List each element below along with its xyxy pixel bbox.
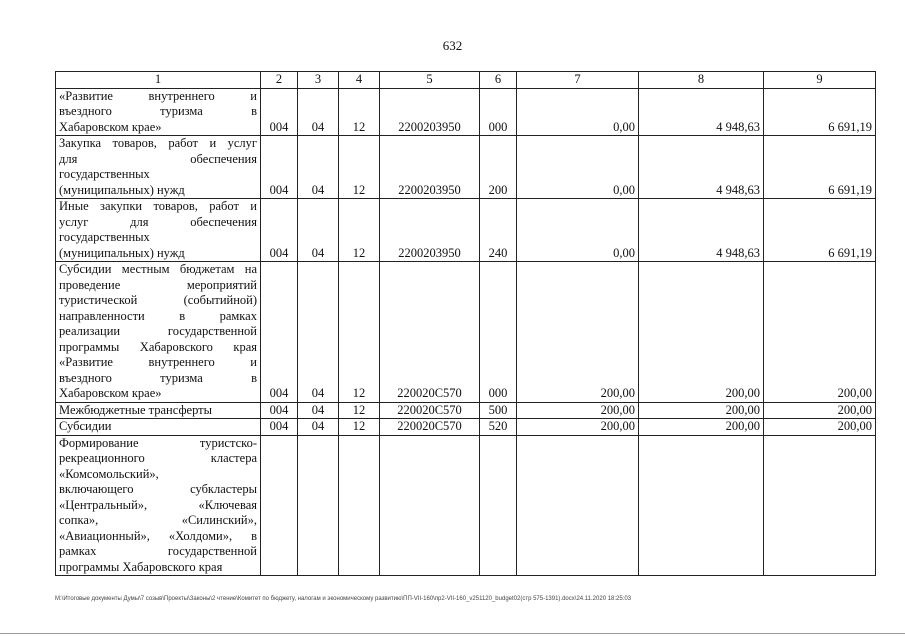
target-article-code: 220020С570 bbox=[380, 419, 480, 436]
amount-cell: 4 948,63 bbox=[639, 88, 764, 136]
column-header: 5 bbox=[380, 72, 480, 89]
description-line: «Развитие внутреннего и bbox=[59, 88, 257, 103]
row-description bbox=[56, 435, 261, 576]
ministry-code: 004 bbox=[261, 419, 298, 436]
table-row bbox=[56, 199, 876, 262]
document-path-footer: М:\Итоговые документы Думы\7 созыв\Проекты\Законы\2 чтение\Комитет по бюджету, налогам и экономическому развитию\ПП-VII-160\пр2-VII-160_v251120_budget02(стр 575-1391).docx\24.11.2020 18:25:03 bbox=[55, 596, 632, 602]
row-description bbox=[56, 88, 261, 136]
amount-cell: 0,00 bbox=[517, 136, 639, 199]
ministry-code: 004 bbox=[261, 199, 298, 262]
amount-cell bbox=[764, 435, 876, 576]
row-description bbox=[56, 199, 261, 262]
expense-type-code: 500 bbox=[480, 402, 517, 419]
section-code: 04 bbox=[298, 88, 339, 136]
description-line: «Центральный», «Ключевая bbox=[59, 497, 257, 512]
subsection-code: 12 bbox=[339, 262, 380, 403]
budget-table bbox=[55, 71, 876, 576]
amount-cell: 200,00 bbox=[639, 262, 764, 403]
expense-type-code: 000 bbox=[480, 88, 517, 136]
description-line: программы Хабаровского края bbox=[59, 339, 257, 354]
ministry-code: 004 bbox=[261, 402, 298, 419]
amount-cell bbox=[517, 435, 639, 576]
ministry-code: 004 bbox=[261, 262, 298, 403]
target-article-code: 220020С570 bbox=[380, 402, 480, 419]
section-code: 04 bbox=[298, 402, 339, 419]
description-line: туристической (событийной) bbox=[59, 293, 257, 307]
description-line: Иные закупки товаров, работ и bbox=[59, 199, 257, 213]
description-line: въездного туризма в bbox=[59, 370, 257, 385]
table-row bbox=[56, 435, 876, 576]
column-header: 9 bbox=[764, 72, 876, 89]
column-header: 2 bbox=[261, 72, 298, 89]
description-line: Субсидии местным бюджетам на bbox=[59, 262, 257, 276]
column-header: 3 bbox=[298, 72, 339, 89]
description-line: направленности в рамках bbox=[59, 308, 257, 323]
amount-cell: 200,00 bbox=[764, 419, 876, 436]
row-description bbox=[56, 419, 261, 436]
description-line: услуг для обеспечения bbox=[59, 214, 257, 229]
target-article-code: 220020С570 bbox=[380, 262, 480, 403]
table-row bbox=[56, 88, 876, 136]
table-row bbox=[56, 262, 876, 403]
table-row bbox=[56, 136, 876, 199]
description-line: государственных bbox=[59, 167, 150, 181]
table-row bbox=[56, 402, 876, 419]
expense-type-code: 000 bbox=[480, 262, 517, 403]
description-line: Хабаровском крае» bbox=[59, 119, 162, 134]
section-code: 04 bbox=[298, 262, 339, 403]
amount-cell: 200,00 bbox=[639, 402, 764, 419]
amount-cell: 6 691,19 bbox=[764, 136, 876, 199]
row-description bbox=[56, 402, 261, 419]
ministry-code bbox=[261, 435, 298, 576]
description-line: проведение мероприятий bbox=[59, 277, 257, 292]
page-edge-divider bbox=[0, 633, 905, 634]
subsection-code: 12 bbox=[339, 199, 380, 262]
target-article-code: 2200203950 bbox=[380, 136, 480, 199]
section-code: 04 bbox=[298, 419, 339, 436]
ministry-code: 004 bbox=[261, 136, 298, 199]
target-article-code: 2200203950 bbox=[380, 88, 480, 136]
description-line: государственных bbox=[59, 230, 150, 244]
amount-cell: 4 948,63 bbox=[639, 136, 764, 199]
description-line: Закупка товаров, работ и услуг bbox=[59, 136, 257, 150]
amount-cell: 0,00 bbox=[517, 199, 639, 262]
target-article-code: 2200203950 bbox=[380, 199, 480, 262]
description-line: Формирование туристско- bbox=[59, 435, 257, 450]
description-line: (муниципальных) нужд bbox=[59, 182, 185, 197]
subsection-code: 12 bbox=[339, 402, 380, 419]
description-line: «Комсомольский», bbox=[59, 466, 159, 481]
ministry-code: 004 bbox=[261, 88, 298, 136]
amount-cell: 200,00 bbox=[764, 262, 876, 403]
amount-cell: 200,00 bbox=[764, 402, 876, 419]
description-line: включающего субкластеры bbox=[59, 482, 257, 496]
section-code bbox=[298, 435, 339, 576]
column-header: 4 bbox=[339, 72, 380, 89]
subsection-code bbox=[339, 435, 380, 576]
description-line: рамках государственной bbox=[59, 544, 257, 558]
target-article-code bbox=[380, 435, 480, 576]
subsection-code: 12 bbox=[339, 136, 380, 199]
description-line: «Авиационный», «Холдоми», в bbox=[59, 528, 257, 543]
amount-cell: 4 948,63 bbox=[639, 199, 764, 262]
amount-cell: 200,00 bbox=[517, 419, 639, 436]
amount-cell: 6 691,19 bbox=[764, 199, 876, 262]
description-line: реализации государственной bbox=[59, 324, 257, 338]
subsection-code: 12 bbox=[339, 88, 380, 136]
description-line: Хабаровском крае» bbox=[59, 386, 162, 400]
table-row bbox=[56, 419, 876, 436]
column-header: 6 bbox=[480, 72, 517, 89]
description-line: Межбюджетные трансферты bbox=[59, 402, 213, 417]
amount-cell: 200,00 bbox=[517, 402, 639, 419]
description-line: для обеспечения bbox=[59, 151, 257, 166]
expense-type-code: 200 bbox=[480, 136, 517, 199]
description-line: «Развитие внутреннего и bbox=[59, 355, 257, 369]
section-code: 04 bbox=[298, 199, 339, 262]
subsection-code: 12 bbox=[339, 419, 380, 436]
amount-cell: 200,00 bbox=[639, 419, 764, 436]
column-header: 8 bbox=[639, 72, 764, 89]
amount-cell: 200,00 bbox=[517, 262, 639, 403]
amount-cell: 6 691,19 bbox=[764, 88, 876, 136]
column-header: 7 bbox=[517, 72, 639, 89]
description-line: (муниципальных) нужд bbox=[59, 245, 185, 260]
description-line: въездного туризма в bbox=[59, 104, 257, 118]
header-row bbox=[56, 72, 876, 89]
row-description bbox=[56, 136, 261, 199]
section-code: 04 bbox=[298, 136, 339, 199]
description-line: сопка», «Силинский», bbox=[59, 513, 257, 527]
description-line: рекреационного кластера bbox=[59, 451, 257, 465]
amount-cell: 0,00 bbox=[517, 88, 639, 136]
amount-cell bbox=[639, 435, 764, 576]
expense-type-code bbox=[480, 435, 517, 576]
expense-type-code: 520 bbox=[480, 419, 517, 436]
page-number: 632 bbox=[442, 38, 463, 53]
description-line: Субсидии bbox=[59, 419, 112, 433]
expense-type-code: 240 bbox=[480, 199, 517, 262]
description-line: программы Хабаровского края bbox=[59, 559, 223, 574]
column-header: 1 bbox=[56, 72, 261, 89]
row-description bbox=[56, 262, 261, 403]
